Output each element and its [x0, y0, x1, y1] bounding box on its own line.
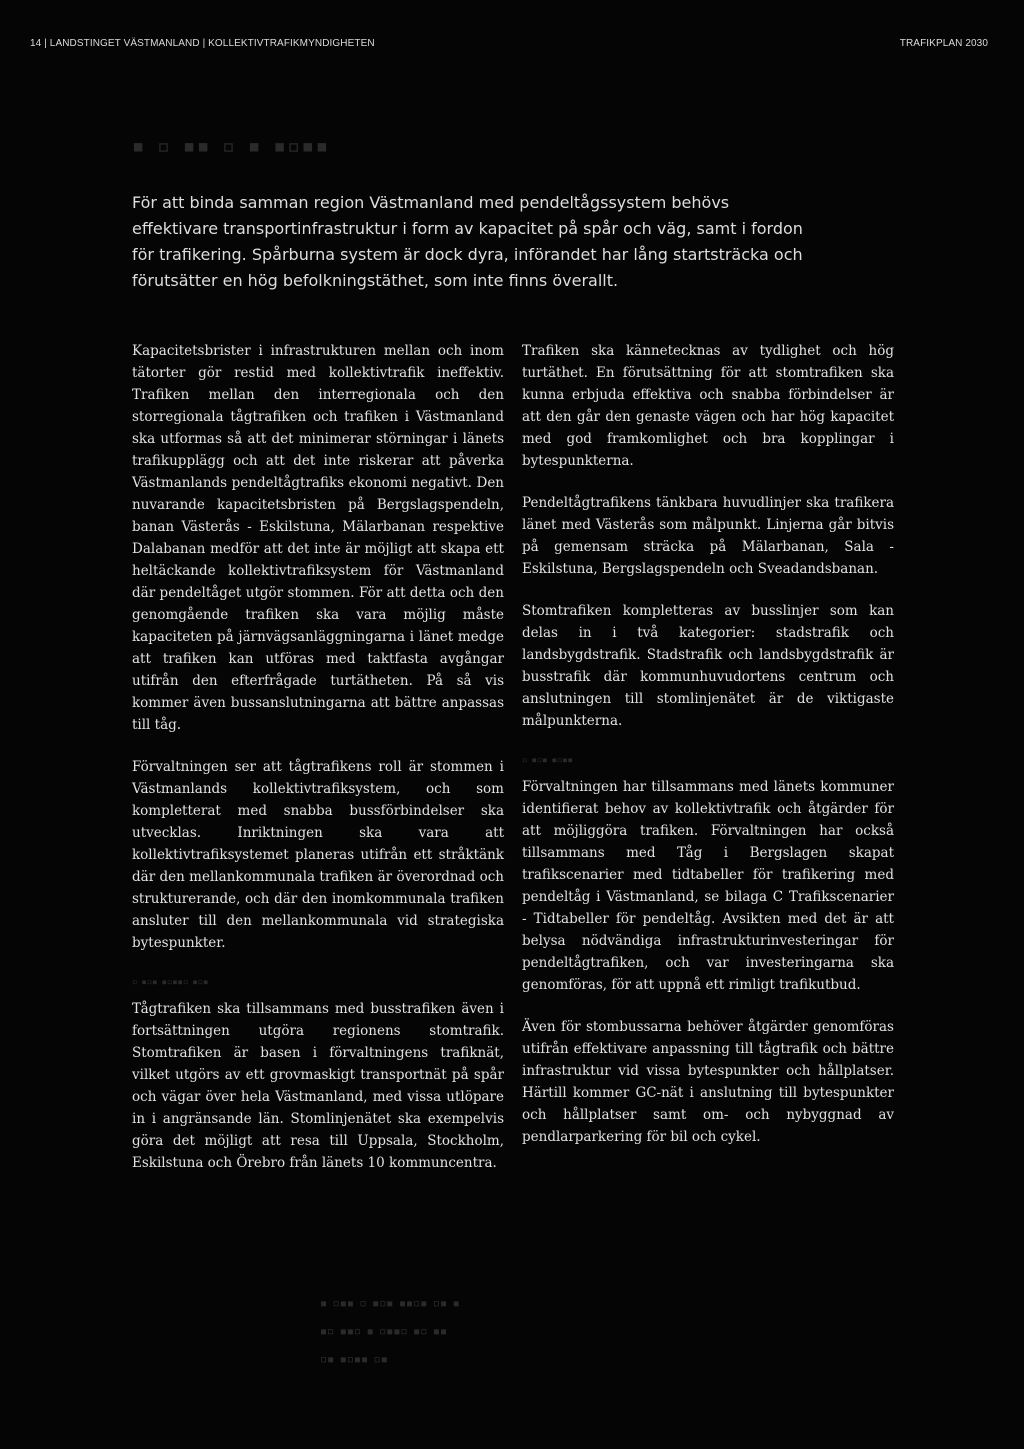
paragraph-pendeltag: Pendeltågtrafikens tänkbara huvudlinjer ska trafikera länet med Västerås som målpunkt. Linjerna går bitvis på gemensam sträcka på Mälarbanan, Sala - Eskilstuna, Bergslagspendeln och Sveadandsbanan.: [522, 495, 894, 577]
header-right: TRAFIKPLAN 2030: [899, 38, 988, 49]
left-column: [132, 340, 504, 1194]
subheading-faint-right: ▫ ▪▫▪ ▪▫▪▪: [522, 752, 573, 769]
paragraph-planning: Förvaltningen har tillsammans med länets kommuner identifierat behov av kollektivtrafik och åtgärder för att möjliggöra trafiken. Förvaltningen har också tillsammans med Tåg i Bergslagen skapat trafikscenarier med tidtabeller för trafikering med pendeltåg i Västmanland, se bilaga C Trafikscenarier - Tidtabeller för pendeltåg. Avsikten med det är att belysa nödvändiga infrastrukturinvesteringar för pendeltågtrafiken, och var investeringarna ska genomföras, för att uppnå ett rimligt trafikutbud.: [522, 779, 894, 993]
paragraph-buses: Stomtrafiken kompletteras av busslinjer som kan delas in i två kategorier: stadstrafik och landsbygdstrafik. Stadstrafik och landsbygdstrafik är busstrafik där kommunhuvudortens centrum och anslutningen till stomlinjenätet är de viktigaste målpunkterna.: [522, 603, 894, 729]
paragraph-clarity: Trafiken ska kännetecknas av tydlighet och hög turtäthet. En förutsättning för att stomtrafiken ska kunna erbjuda effektiva och snabba förbindelser är att den går den genaste vägen och har hög kapacitet med god framkomlighet och bra kopplingar i bytespunkterna.: [522, 343, 894, 469]
subheading-faint: ▫ ▪▫▪ ▪▫▪▪▫ ▪▫▪: [132, 974, 209, 991]
running-header: [30, 38, 988, 49]
faint-footer-text: ▪ ▫▪▪ ▫ ▪▫▪ ▪▪▫▪ ▫▪ ▪ ▪▫ ▪▪▫ ▪ ▫▪▪▫ ▪▫ ▪▪ ▫▪ ▪▫▪▪ ▫▪: [320, 1293, 460, 1371]
section-title-faint: ▪ ▫ ▪▪ ▫ ▪ ▪▫▪▪: [132, 128, 330, 166]
paragraph-stombuss: Även för stombussarna behöver åtgärder genomföras utifrån effektivare anpassning till tågtrafik och bättre infrastruktur vid vissa bytespunkter och hållplatser. Härtill kommer GC-nät i anslutning till bytespunkter och hållplatser samt om- och nybyggnad av pendlarparkering för bil och cykel.: [522, 1019, 894, 1145]
right-column: [522, 340, 894, 1168]
paragraph-stomtrafik: Tågtrafiken ska tillsammans med busstrafiken även i fortsättningen utgöra regionens stomtrafik. Stomtrafiken är basen i förvaltningens trafiknät, vilket utgörs av ett grovmaskigt transportnät på spår och vägar över hela Västmanland, med vissa utlöpare in i angränsande län. Stomlinjenätet ska exempelvis göra det möjligt att resa till Uppsala, Stockholm, Eskilstuna och Örebro från länets 10 kommuncentra.: [132, 1001, 504, 1171]
paragraph-role: Förvaltningen ser att tågtrafikens roll är stommen i Västmanlands kollektivtrafiksystem, och som kompletterat med snabba bussförbindelser ska utvecklas. Inriktningen ska vara att kollektivtrafiksystemet planeras utifrån ett stråktänk där den mellankommunala trafiken är överordnad och strukturerande, och där den inomkommunala trafiken ansluter till den mellankommunala vid strategiska bytespunkter.: [132, 759, 504, 951]
intro-paragraph: För att binda samman region Västmanland med pendeltågssystem behövs effektivare transportinfrastruktur i form av kapacitet på spår och väg, samt i fordon för trafikering. Spårburna system är dock dyra, införandet har lång startsträcka och förutsätter en hög befolkningstäthet, som inte finns överallt.: [132, 193, 803, 290]
header-left: 14 | LANDSTINGET VÄSTMANLAND | KOLLEKTIVTRAFIKMYNDIGHETEN: [30, 38, 375, 49]
paragraph-capacity: Kapacitetsbrister i infrastrukturen mellan och inom tätorter gör restid med kollektivtrafik ineffektiv. Trafiken mellan den interregionala och den storregionala tågtrafiken och trafiken i Västmanland ska utformas så att det minimerar störningar i länets trafikupplägg och att det inte riskerar att påverka Västmanlands pendeltågtrafiks ekonomi negativt. Den nuvarande kapacitetsbristen på Bergslagspendeln, banan Västerås - Eskilstuna, Mälarbanan respektive Dalabanan medför att det inte är möjligt att skapa ett heltäckande kollektivtrafiksystem för Västmanland där pendeltåget utgör stommen. För att detta och den genomgående trafiken ska vara möjlig måste kapaciteten på järnvägsanläggningarna i länet medge att trafiken kan utföras med taktfasta avgångar utifrån den efterfrågade turtätheten. På så vis kommer även bussanslutningarna att bättre anpassas till tåg.: [132, 343, 504, 733]
